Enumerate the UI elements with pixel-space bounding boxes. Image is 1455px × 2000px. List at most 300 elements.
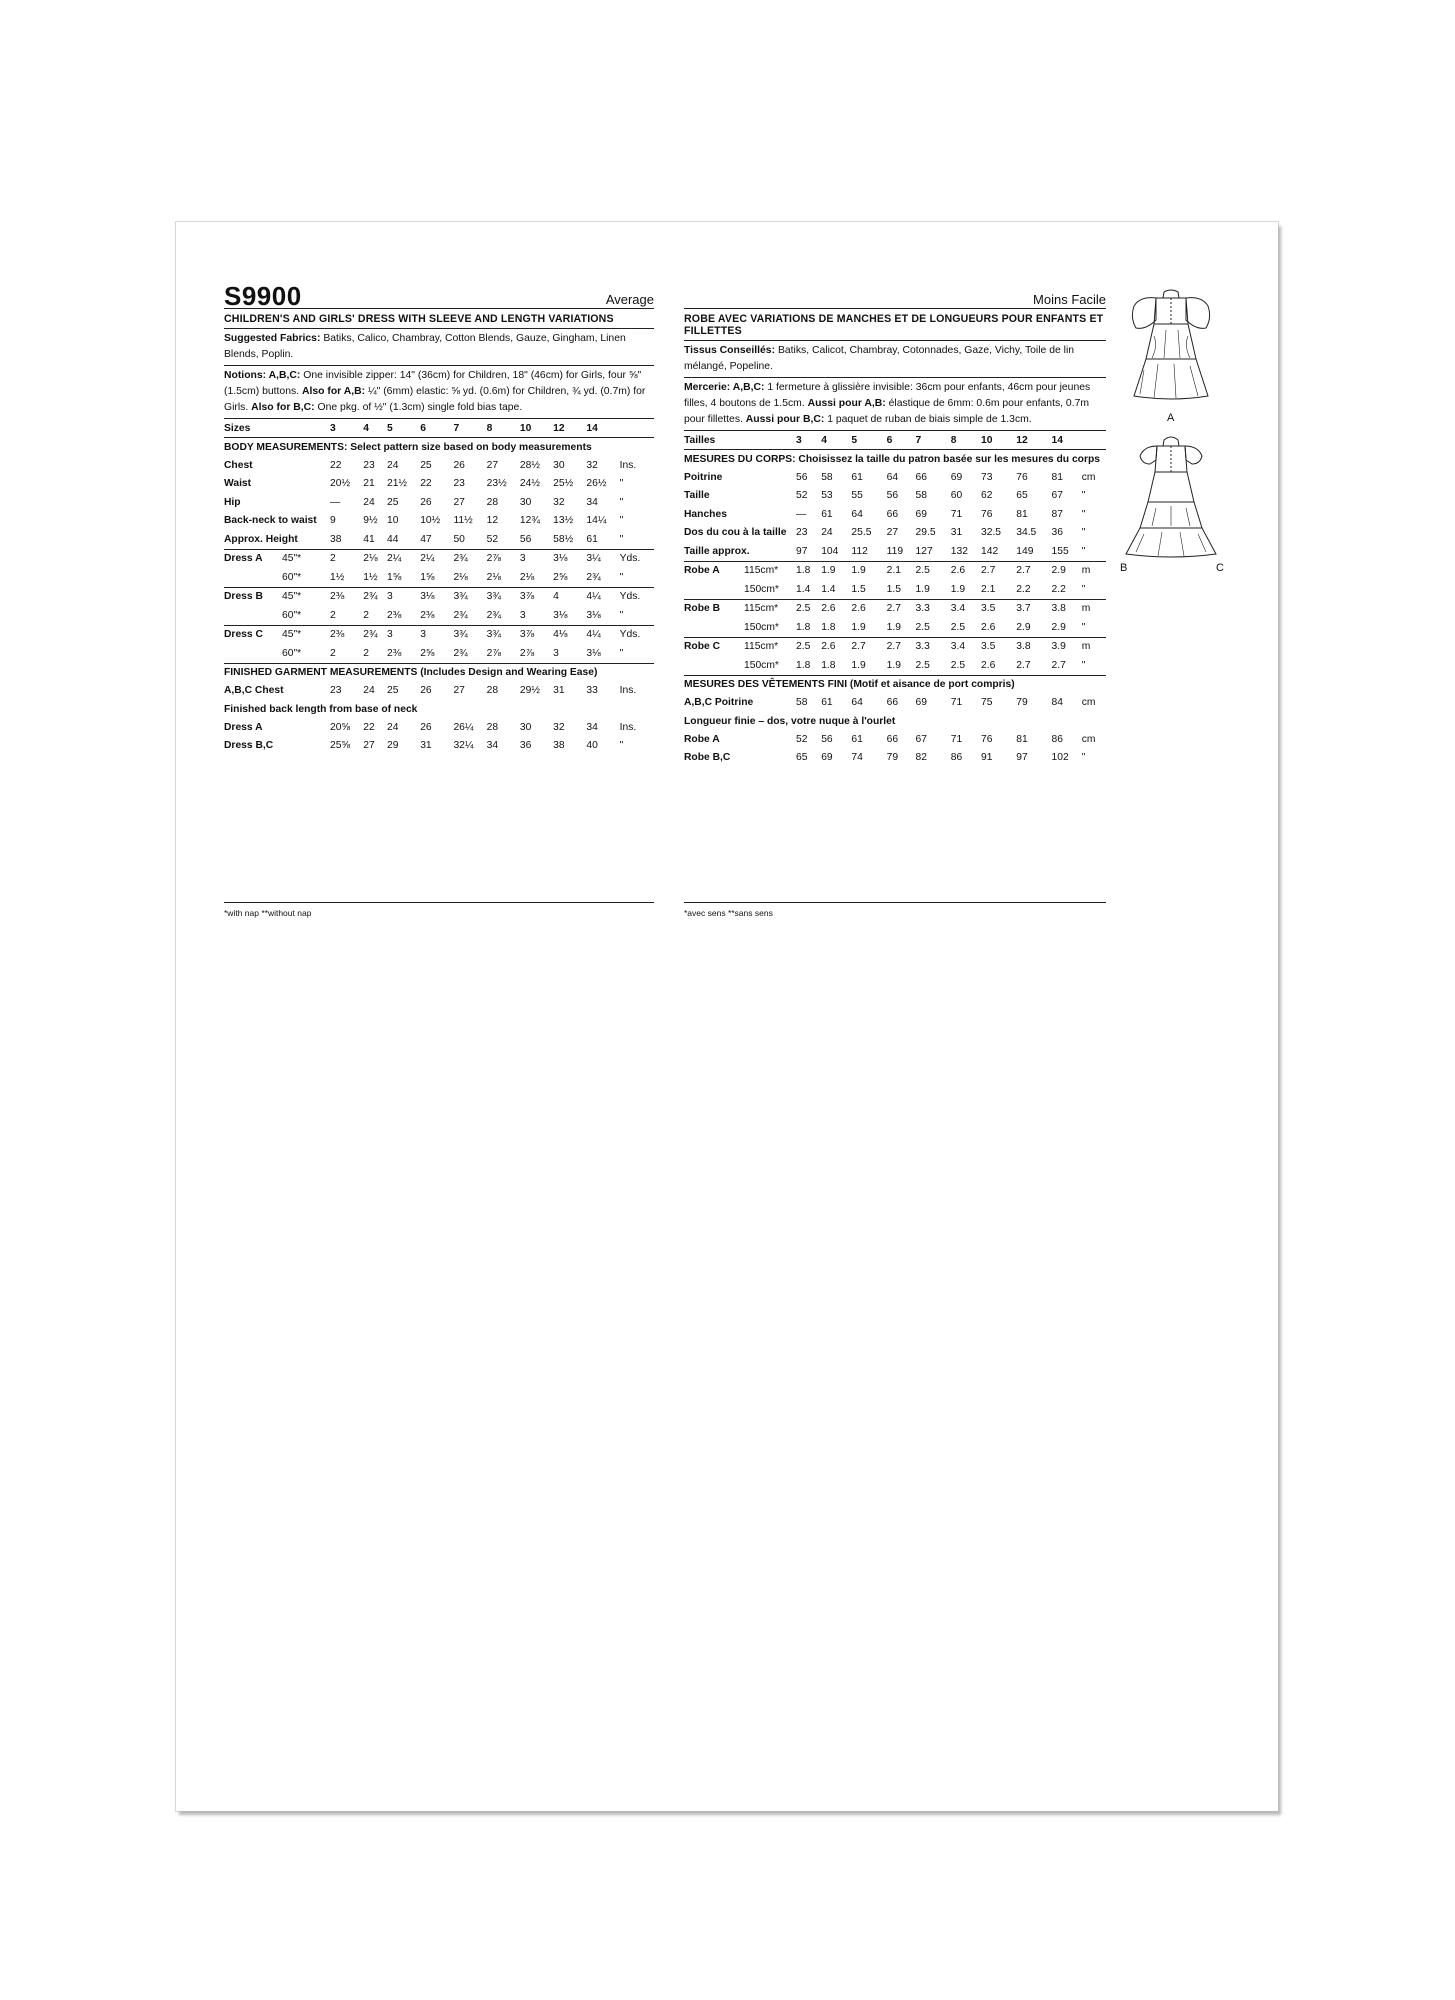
table-cell: 71 [950,733,963,745]
pattern-code: S9900 [224,281,302,311]
body-measurements-heading: BODY MEASUREMENTS: Select pattern size based on body measurements [224,441,592,453]
table-cell: 26 [453,459,465,471]
table-cell: 79 [886,752,899,764]
table-cell: 2⅞ [486,647,501,659]
row-label: Dress B [224,587,282,606]
empty-cell [684,656,744,675]
table-cell: 29½ [519,685,540,697]
table-row [684,618,1106,637]
row-label: Robe A [684,561,744,580]
unit-cell: Ins. [619,459,637,471]
unit-cell: " [619,533,624,545]
table-cell: 2.5 [796,599,821,618]
table-cell: 25⅝ [330,740,351,752]
table-cell: 50 [453,533,465,545]
table-cell: 2¼ [420,549,453,568]
table-cell: 2⅞ [519,647,535,659]
unit-cell: Yds. [620,549,654,568]
view-label-c: C [1216,562,1224,574]
notions-label: Aussi pour B,C: [745,414,825,425]
difficulty-level: Moins Facile [1033,292,1106,307]
row-label: A,B,C Poitrine [684,697,754,709]
sizes-row [684,431,1106,450]
table-cell: 47 [420,533,432,545]
table-cell: 3.7 [1016,599,1051,618]
size-header: 10 [981,431,1016,450]
size-header: 4 [363,419,387,438]
table-cell: 34 [486,740,499,752]
fabric-width: 60"* [282,571,302,583]
table-cell: 2⅜ [420,609,435,621]
table-cell: 4 [553,587,586,606]
fabric-width: 45"* [282,587,330,606]
measurement-table [684,431,1106,767]
table-row [224,475,654,494]
table-cell: 61 [586,533,598,545]
size-header: 3 [796,431,821,450]
table-row [224,606,654,625]
table-cell: 28½ [519,459,540,471]
row-label: Hip [224,496,241,508]
row-label: Poitrine [684,471,723,483]
notions [224,366,654,419]
size-header: 8 [487,419,520,438]
table-cell: 23 [453,478,465,490]
difficulty-level: Average [605,292,654,307]
table-cell: 76 [1016,471,1028,483]
table-cell: 2.5 [950,659,966,671]
footnote: *avec sens **sans sens [684,908,773,918]
table-row [684,730,1106,749]
table-row [684,468,1106,487]
table-cell: 74 [851,752,863,764]
table-cell: 24½ [519,478,540,490]
size-header: 7 [453,419,486,438]
table-cell: 4⅛ [553,625,586,644]
table-cell: 1.9 [886,659,901,671]
table-cell: 2⅞ [487,549,520,568]
table-row [224,493,654,512]
table-cell: 69 [950,471,963,483]
notions-label: Aussi pour A,B: [807,398,886,409]
table-cell: 2.6 [980,621,996,633]
pattern-title: CHILDREN'S AND GIRLS' DRESS WITH SLEEVE AND LENGTH VARIATIONS [224,309,654,329]
table-cell: 2.9 [1051,561,1081,580]
notions-text: One pkg. of ½" (1.3cm) single fold bias tape. [314,402,523,413]
table-cell: 58½ [553,533,574,545]
table-cell: 1.9 [950,583,966,595]
header-en [224,281,654,311]
table-cell: 29.5 [915,527,936,539]
back-length-heading: Longueur finie – dos, votre nuque à l'ourlet [684,715,896,727]
table-row [684,749,1106,768]
table-cell: 86 [950,752,963,764]
table-cell: 20½ [330,478,351,490]
table-cell: 3.5 [981,637,1016,656]
row-label: Dress A [224,721,263,733]
table-cell: 58 [796,697,808,709]
body-measurements-heading: MESURES DU CORPS: Choisissez la taille du patron basée sur les mesures du corps [684,453,1100,465]
table-cell: 155 [1051,545,1069,557]
table-cell: 2⅛ [363,549,387,568]
table-cell: 2.5 [915,621,930,633]
table-cell: 61 [821,697,833,709]
fabrics-text: Batiks, Calicot, Chambray, Cotonnades, Gaze, Vichy, Toile de lin mélangé, Popeline. [684,345,1075,372]
table-cell: 2.2 [1016,583,1031,595]
table-cell: 3.3 [916,637,951,656]
table-cell: 34.5 [1016,527,1037,539]
table-cell: 44 [386,533,399,545]
pattern-title: ROBE AVEC VARIATIONS DE MANCHES ET DE LONGUEURS POUR ENFANTS ET FILLETTES [684,309,1106,341]
table-cell: 27 [453,685,465,697]
notions-text: 1 paquet de ruban de biais simple de 1.3cm. [824,414,1032,425]
table-cell: 73 [980,471,993,483]
table-cell: 3¼ [586,549,619,568]
table-row [224,549,654,568]
table-cell: 64 [886,471,899,483]
table-cell: 3 [387,625,420,644]
table-cell: 2 [330,647,336,659]
table-cell: 65 [796,752,808,764]
row-label: Dress B,C [224,740,274,752]
table-cell: 12 [486,515,499,527]
unit-cell: " [1081,621,1086,633]
table-cell: 1.8 [821,621,836,633]
table-row [224,718,654,737]
table-cell: 2.7 [1016,659,1031,671]
table-cell: 75 [980,697,993,709]
table-cell: 3¾ [487,625,520,644]
table-cell: 25 [386,496,399,508]
unit-cell: cm [1081,733,1096,745]
table-cell: 29 [386,740,399,752]
table-cell: 3⅞ [520,587,553,606]
table-cell: 38 [330,533,342,545]
notions-text: élastique de 6mm: 0.6m pour enfants, 0.7m pour fillettes. [684,398,1090,425]
table-cell: 3.9 [1051,637,1081,656]
table-cell: 30 [519,496,532,508]
fabric-width: 115cm* [744,561,796,580]
table-cell: 2¾ [363,625,387,644]
table-cell: 91 [980,752,993,764]
size-header: 3 [330,419,363,438]
empty-cell [684,580,744,599]
unit-cell: Yds. [620,587,654,606]
table-cell: 62 [980,490,993,502]
table-cell: 3¾ [487,587,520,606]
dress-a-drawing [1116,284,1226,414]
table-cell: 2.7 [1051,659,1066,671]
unit-cell: " [619,515,624,527]
fabric-width: 115cm* [744,637,796,656]
unit-cell: " [1081,583,1086,595]
table-cell: 127 [915,545,933,557]
table-cell: 2⅛ [453,571,468,583]
measurement-table [224,419,654,755]
fabric-width: 150cm* [744,659,779,671]
table-cell: 1.9 [886,621,901,633]
table-cell: 2¾ [586,571,601,583]
table-cell: 55 [851,490,863,502]
table-cell: 64 [851,697,863,709]
table-cell: 81 [1016,733,1028,745]
table-cell: 1.4 [821,583,836,595]
table-cell: 1½ [330,571,345,583]
table-cell: 24 [363,496,375,508]
table-cell: 61 [851,471,863,483]
size-header: 12 [1016,431,1051,450]
row-label: Taille [684,490,710,502]
table-cell: 69 [821,752,833,764]
fabric-width: 45"* [282,625,330,644]
table-cell: 56 [796,471,808,483]
section-heading-row [684,712,1106,730]
unit-cell: " [619,571,624,583]
table-cell: 2⅝ [420,647,435,659]
size-header: 5 [387,419,420,438]
table-cell: 2¾ [453,609,468,621]
table-cell: 112 [851,545,868,557]
unit-cell: " [619,740,624,752]
size-header: 14 [586,419,619,438]
table-row [224,530,654,549]
table-cell: 23 [796,527,808,539]
table-cell: 2⅝ [553,571,568,583]
table-cell: 32¼ [453,740,474,752]
table-cell: 1.9 [821,561,851,580]
table-cell: 2.1 [980,583,996,595]
notions-text: One invisible zipper: 14" (36cm) for Children, 18" (46cm) for Girls, four ⅝" (1.5cm) buttons. [224,370,642,397]
table-cell: 66 [886,733,899,745]
table-cell: 32 [586,459,598,471]
row-label: Dress C [224,625,282,644]
table-cell: 10 [386,515,399,527]
table-cell: 3.4 [951,599,981,618]
fabrics-text: Batiks, Calico, Chambray, Cotton Blends, Gauze, Gingham, Linen Blends, Poplin. [224,333,626,360]
table-cell: 52 [796,490,808,502]
fabric-width: 115cm* [744,599,796,618]
table-cell: 3¾ [453,587,486,606]
divider [684,902,1106,903]
view-label-a: A [1167,412,1175,424]
table-cell: 22 [363,721,375,733]
row-label: Chest [224,459,253,471]
row-label: Taille approx. [684,545,750,557]
back-length-heading: Finished back length from base of neck [224,703,418,715]
table-cell: 1½ [363,571,378,583]
table-cell: 26 [420,721,432,733]
unit-cell: " [619,609,624,621]
table-cell: 26 [420,685,432,697]
size-header: 8 [951,431,981,450]
table-cell: 58 [915,490,927,502]
table-cell: — [796,508,807,520]
table-cell: 14¼ [586,515,607,527]
notions-text: 1 fermeture à glissière invisible: 36cm pour enfants, 46cm pour jeunes filles, 4 boutons de 1.5cm. [684,382,1091,409]
row-label: Robe A [684,733,720,745]
table-cell: 23 [363,459,375,471]
table-cell: 2.1 [887,561,916,580]
table-cell: 3.3 [916,599,951,618]
notions-label: Notions: A,B,C: [224,370,301,381]
table-cell: 60 [950,490,963,502]
section-heading-row [684,450,1106,469]
unit-cell: " [619,478,624,490]
table-cell: 81 [1016,508,1028,520]
row-label: Robe B,C [684,752,731,764]
table-cell: 2.9 [1051,621,1066,633]
dress-bc-drawing [1116,432,1226,562]
unit-cell: Ins. [619,685,637,697]
unit-cell: " [1081,752,1086,764]
unit-cell: cm [1081,697,1096,709]
section-heading-row [224,438,654,457]
table-cell: 1.8 [796,561,821,580]
table-cell: 26 [420,496,432,508]
table-cell: 26¼ [453,721,474,733]
table-cell: 2.7 [887,637,916,656]
table-cell: 2.7 [981,561,1016,580]
table-row [224,625,654,644]
table-cell: 66 [886,508,899,520]
table-cell: 24 [386,721,399,733]
table-cell: 1.5 [886,583,901,595]
table-row [684,656,1106,675]
table-row [684,599,1106,618]
unit-cell: Ins. [619,721,637,733]
table-cell: 1.8 [796,659,811,671]
table-cell: 52 [486,533,499,545]
table-cell: 27 [453,496,465,508]
table-cell: 28 [486,685,499,697]
fabric-width: 60"* [282,609,302,621]
table-row [224,737,654,756]
unit-cell: " [1081,490,1086,502]
table-cell: 1.8 [796,621,811,633]
table-cell: 53 [821,490,833,502]
table-cell: 61 [851,733,863,745]
table-cell: 2⅜ [330,587,363,606]
section-heading-row [224,700,654,718]
table-cell: 119 [886,545,904,557]
table-cell: 2¼ [387,549,420,568]
table-row [224,512,654,531]
row-label: Dress A [224,549,282,568]
row-label: Dos du cou à la taille [684,527,787,539]
notions [684,378,1106,431]
table-cell: 67 [915,733,927,745]
table-cell: 2.6 [821,637,851,656]
table-cell: 2.5 [950,621,966,633]
table-cell: 2.5 [915,659,930,671]
table-cell: 3.4 [951,637,981,656]
row-label: Robe B [684,599,744,618]
table-cell: 2⅛ [486,571,501,583]
size-header: 6 [887,431,916,450]
table-cell: 2.5 [796,637,821,656]
table-cell: 32.5 [980,527,1002,539]
table-row [684,580,1106,599]
footnote: *with nap **without nap [224,908,312,918]
table-cell: 79 [1016,697,1028,709]
table-cell: 76 [980,733,993,745]
section-heading-row [684,675,1106,694]
table-cell: 149 [1016,545,1034,557]
table-cell: 102 [1051,752,1069,764]
table-cell: 9½ [363,515,378,527]
suggested-fabrics [224,329,654,366]
table-cell: 76 [980,508,993,520]
size-header: 6 [420,419,453,438]
table-row [684,524,1106,543]
table-cell: 3⅛ [553,549,586,568]
row-label: Approx. Height [224,533,298,545]
table-cell: 31 [553,685,565,697]
table-cell: 132 [950,545,968,557]
table-cell: 9 [330,515,336,527]
table-row [684,694,1106,713]
table-cell: 4¼ [586,625,619,644]
table-cell: 3⅛ [586,647,601,659]
table-cell: 27 [486,459,499,471]
table-cell: 28 [486,721,499,733]
row-label: Back-neck to waist [224,515,317,527]
empty-cell [224,606,282,625]
table-cell: 2 [363,609,369,621]
table-cell: 2 [330,549,363,568]
table-cell: 25½ [553,478,574,490]
row-label: A,B,C Chest [224,685,284,697]
table-cell: 97 [796,545,808,557]
table-cell: 32 [553,496,565,508]
unit-cell: m [1082,637,1106,656]
table-cell: 30 [553,459,565,471]
table-cell: 56 [519,533,532,545]
table-cell: 1⅝ [386,571,402,583]
notions-label: Mercerie: A,B,C: [684,382,765,393]
table-cell: 2.6 [980,659,996,671]
table-cell: 10½ [420,515,441,527]
size-header: 5 [851,431,886,450]
table-cell: 2¾ [486,609,501,621]
unit-cell: m [1082,561,1106,580]
table-cell: 3 [520,549,553,568]
table-cell: 56 [821,733,833,745]
size-header: 4 [821,431,851,450]
section-heading-row [224,663,654,682]
table-cell: 87 [1051,508,1063,520]
view-label-b: B [1120,562,1128,574]
row-label: Waist [224,478,252,490]
table-cell: 86 [1051,733,1063,745]
table-cell: 2.7 [1016,561,1051,580]
table-cell: 3 [553,647,559,659]
table-cell: 2¾ [363,587,387,606]
table-row [684,637,1106,656]
unit-cell: Yds. [620,625,654,644]
notions-text: ¼" (6mm) elastic: ⅝ yd. (0.6m) for Children, ¾ yd. (0.7m) for Girls. [224,386,646,413]
notions-label: Also for A,B: [301,386,366,397]
table-cell: 25 [420,459,432,471]
table-cell: 66 [886,697,899,709]
fabric-width: 150cm* [744,583,779,595]
table-cell: 34 [586,496,598,508]
table-cell: 20⅝ [330,721,351,733]
table-cell: 24 [386,459,399,471]
table-cell: 71 [950,508,963,520]
table-cell: 3⅛ [553,609,568,621]
table-cell: 3 [519,609,526,621]
